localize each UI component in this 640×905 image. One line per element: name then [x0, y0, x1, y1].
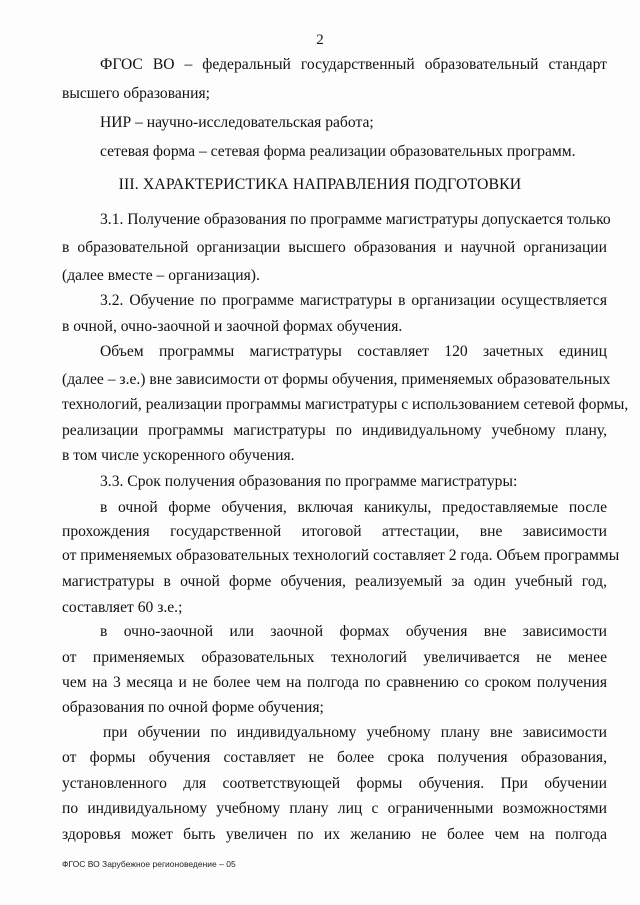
paragraph-line: в очно-заочной или заочной формах обучения вне зависимости [100, 623, 607, 640]
paragraph-line: чем на 3 месяца и не более чем на полгода по сравнению со сроком получения [62, 674, 607, 691]
paragraph-line: (далее вместе – организация). [62, 267, 260, 284]
paragraph-line: установленного для соответствующей формы обучения. При обучении [62, 775, 607, 792]
paragraph-line: от применяемых образовательных технологий составляет 2 года. Объем программы [62, 547, 620, 564]
paragraph-line: по индивидуальному учебному плану лиц с ограниченными возможностями [62, 800, 607, 817]
page-number: 2 [316, 32, 324, 48]
footer-note: ФГОС ВО Зарубежное регионоведение – 05 [62, 859, 236, 869]
paragraph-line: (далее – з.е.) вне зависимости от формы обучения, применяемых образовательных [62, 371, 611, 388]
paragraph-line: от формы обучения составляет не более срока получения образования, [62, 749, 607, 766]
paragraph-line: Объем программы магистратуры составляет 120 зачетных единиц [100, 343, 607, 360]
paragraph-line: от применяемых образовательных технологий увеличивается не менее [62, 649, 607, 666]
abbreviation-nir: НИР – научно-исследовательская работа; [100, 114, 374, 131]
paragraph-line: в образовательной организации высшего образования и научной организации [62, 239, 607, 256]
paragraph-line: прохождения государственной итоговой аттестации, вне зависимости [62, 523, 607, 540]
section-heading: III. ХАРАКТЕРИСТИКА НАПРАВЛЕНИЯ ПОДГОТОВКИ [118, 176, 522, 193]
paragraph-line: 3.3. Срок получения образования по программе магистратуры: [100, 473, 518, 490]
abbreviation-fgos-line-1: ФГОС ВО – федеральный государственный образовательный стандарт [100, 56, 607, 73]
paragraph-line: магистратуры в очной форме обучения, реализуемый за один учебный год, [62, 573, 607, 590]
paragraph-line: технологий, реализации программы магистратуры с использованием сетевой формы, [62, 396, 629, 413]
paragraph-line: при обучении по индивидуальному учебному плану вне зависимости [103, 724, 607, 741]
paragraph-line: в очной форме обучения, включая каникулы, предоставляемые после [100, 499, 607, 516]
paragraph-line: в том числе ускоренного обучения. [62, 447, 295, 464]
paragraph-line: образования по очной форме обучения; [62, 699, 324, 716]
paragraph-line: 3.1. Получение образования по программе магистратуры допускается только [100, 211, 611, 228]
paragraph-line: 3.2. Обучение по программе магистратуры в организации осуществляется [100, 292, 607, 309]
paragraph-line: в очной, очно-заочной и заочной формах обучения. [62, 318, 403, 335]
abbreviation-fgos-line-2: высшего образования; [62, 85, 210, 102]
paragraph-line: составляет 60 з.е.; [62, 599, 183, 616]
paragraph-line: здоровья может быть увеличен по их желанию не более чем на полгода [62, 826, 607, 843]
abbreviation-network-form: сетевая форма – сетевая форма реализации образовательных программ. [100, 143, 576, 160]
paragraph-line: реализации программы магистратуры по индивидуальному учебному плану, [62, 422, 607, 439]
